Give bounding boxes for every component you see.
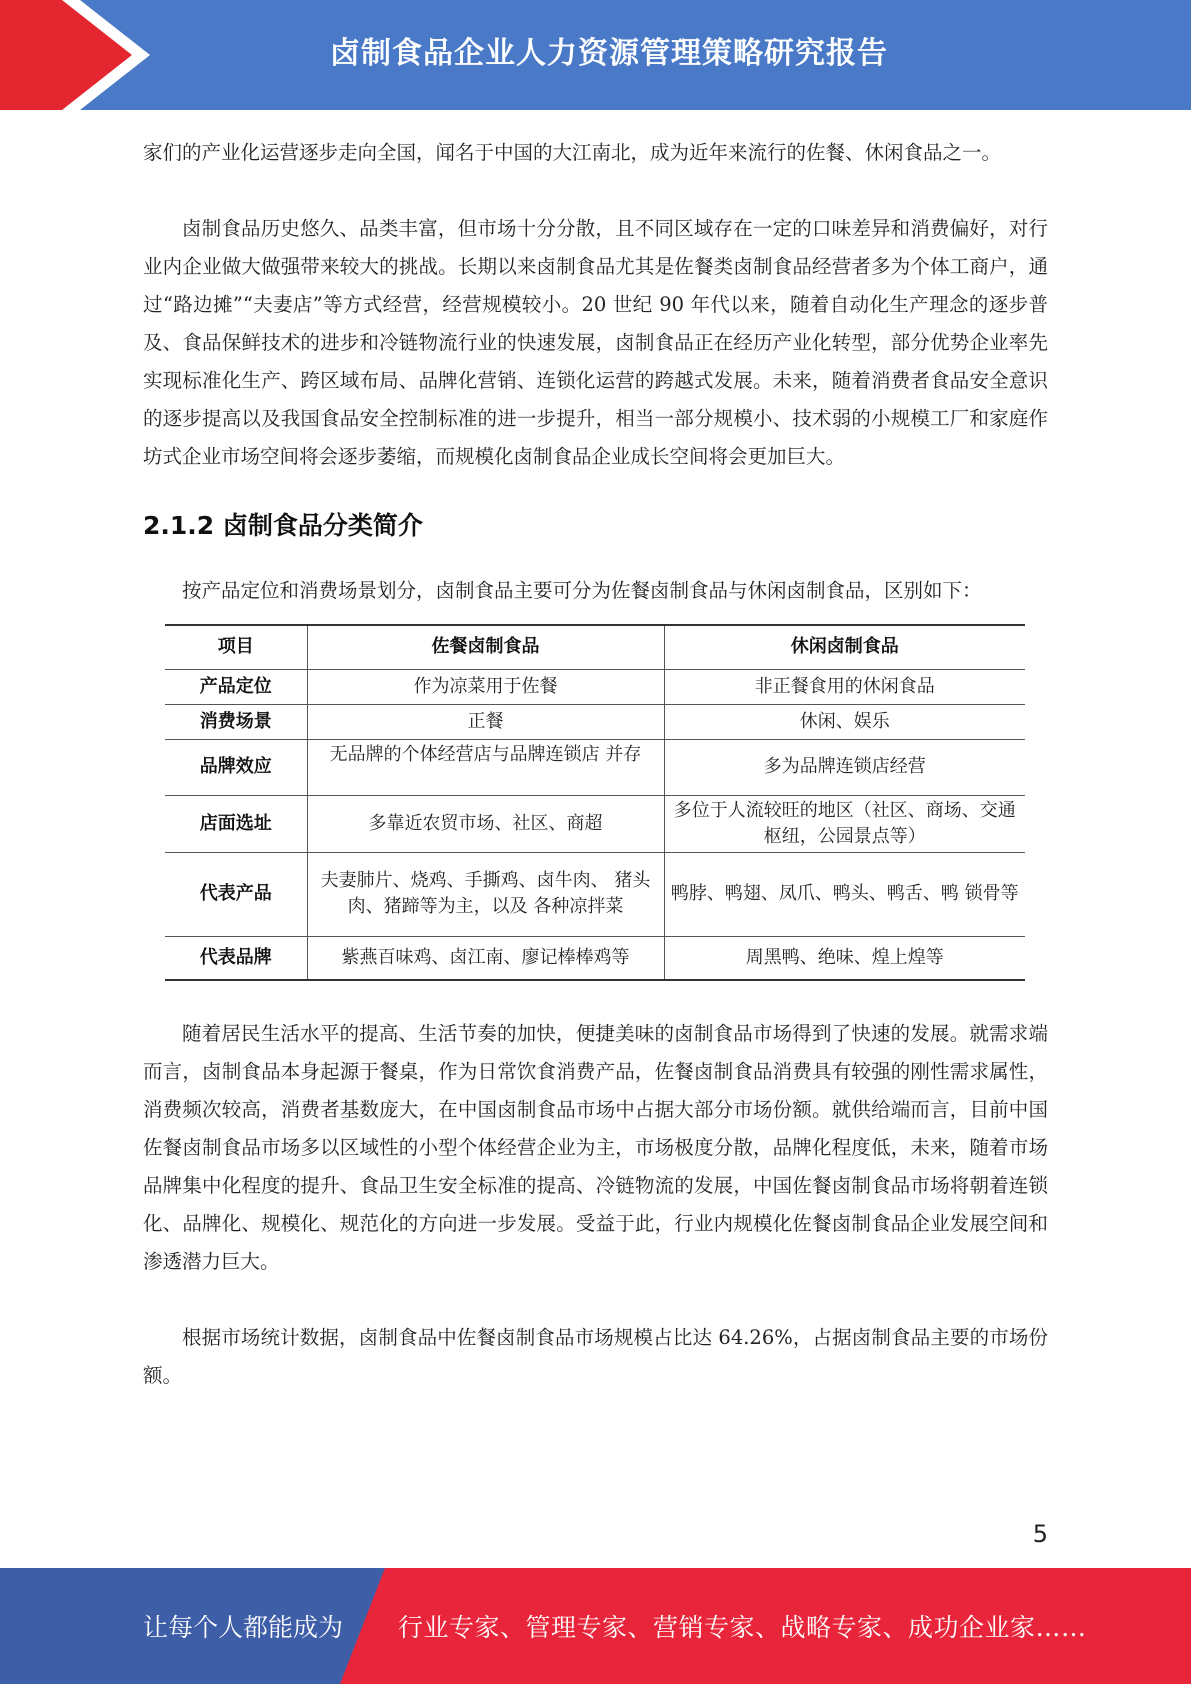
paragraph-history: 卤制食品历史悠久、品类丰富，但市场十分分散，且不同区域存在一定的口味差异和消费偏好，对行业内企业做大做强带来较大的挑战。长期以来卤制食品尤其是佐餐类卤制食品经营者多为个体工商户，通过“路边摊”“夫妻店”等方式经营，经营规模较小。20 世纪 90 年代以来，随着自动化生产理念的逐步普及、食品保鲜技术的进步和冷链物流行业的快速发展，卤制食品正在经历产业化转型，部分优势企业率先实现标准化生产、跨区域布局、品牌化营销、连锁化运营的跨越式发展。未来，随着消费者食品安全意识的逐步提高以及我国食品安全控制标准的进一步提升，相当一部分规模小、技术弱的小规模工厂和家庭作坊式企业市场空间将会逐步萎缩，而规模化卤制食品企业成长空间将会更加巨大。 [143,217,1048,468]
table-header-cell: 项目 [165,625,307,669]
table-header-row [165,625,1025,669]
table-row [165,795,1025,852]
table-header-cell: 休闲卤制食品 [664,625,1025,669]
table-cell: 紫燕百味鸡、卤江南、廖记棒棒鸡等 [307,936,664,980]
page-footer [0,1568,1191,1684]
table-cell: 鸭脖、鸭翅、凤爪、鸭头、鸭舌、鸭 锁骨等 [664,852,1025,936]
page-content [143,134,1048,1395]
table-cell: 无品牌的个体经营店与品牌连锁店 并存 [307,739,664,795]
report-title: 卤制食品企业人力资源管理策略研究报告 [330,36,888,71]
page-header [0,0,1191,110]
footer-slogan-left: 让每个人都能成为 [143,1613,344,1642]
section-heading: 2.1.2 卤制食品分类简介 [143,511,423,540]
table-row [165,704,1025,739]
table-cell: 夫妻肺片、烧鸡、手撕鸡、卤牛肉、 猪头肉、猪蹄等为主，以及 各种凉拌菜 [307,852,664,936]
table-cell: 多靠近农贸市场、社区、商超 [307,795,664,852]
table-cell: 正餐 [307,704,664,739]
table-cell: 多为品牌连锁店经营 [664,739,1025,795]
table-row-header: 代表品牌 [165,936,307,980]
paragraph-market-share: 根据市场统计数据，卤制食品中佐餐卤制食品市场规模占比达 64.26%，占据卤制食品主要的市场份额。 [143,1326,1048,1387]
table-cell: 作为凉菜用于佐餐 [307,669,664,704]
table-row [165,852,1025,936]
footer-slogan-right: 行业专家、管理专家、营销专家、战略专家、成功企业家…… [398,1613,1087,1642]
table-row [165,739,1025,795]
table-cell: 非正餐食用的休闲食品 [664,669,1025,704]
table-row [165,669,1025,704]
table-header-cell: 佐餐卤制食品 [307,625,664,669]
table-row-header: 品牌效应 [165,739,307,795]
table-cell: 多位于人流较旺的地区（社区、商场、交通枢纽，公园景点等） [664,795,1025,852]
comparison-table-wrapper [165,624,1025,981]
table-row-header: 消费场景 [165,704,307,739]
paragraph-market-development: 随着居民生活水平的提高、生活节奏的加快，便捷美味的卤制食品市场得到了快速的发展。就需求端而言，卤制食品本身起源于餐桌，作为日常饮食消费产品，佐餐卤制食品消费具有较强的刚性需求属性，消费频次较高，消费者基数庞大，在中国卤制食品市场中占据大部分市场份额。就供给端而言，目前中国佐餐卤制食品市场多以区域性的小型个体经营企业为主，市场极度分散，品牌化程度低，未来，随着市场品牌集中化程度的提升、食品卫生安全标准的提高、冷链物流的发展，中国佐餐卤制食品市场将朝着连锁化、品牌化、规模化、规范化的方向进一步发展。受益于此，行业内规模化佐餐卤制食品企业发展空间和渗透潜力巨大。 [143,1022,1048,1273]
header-red-arrow [0,0,140,110]
table-row-header: 代表产品 [165,852,307,936]
page-number: 5 [1032,1520,1048,1548]
table-row-header: 店面选址 [165,795,307,852]
table-cell: 周黑鸭、绝味、煌上煌等 [664,936,1025,980]
paragraph-table-intro: 按产品定位和消费场景划分，卤制食品主要可分为佐餐卤制食品与休闲卤制食品，区别如下： [182,579,982,602]
comparison-table [165,624,1025,981]
table-cell: 休闲、娱乐 [664,704,1025,739]
table-row [165,936,1025,980]
paragraph-continuation: 家们的产业化运营逐步走向全国，闻名于中国的大江南北，成为近年来流行的佐餐、休闲食品之一。 [143,141,1002,164]
table-row-header: 产品定位 [165,669,307,704]
